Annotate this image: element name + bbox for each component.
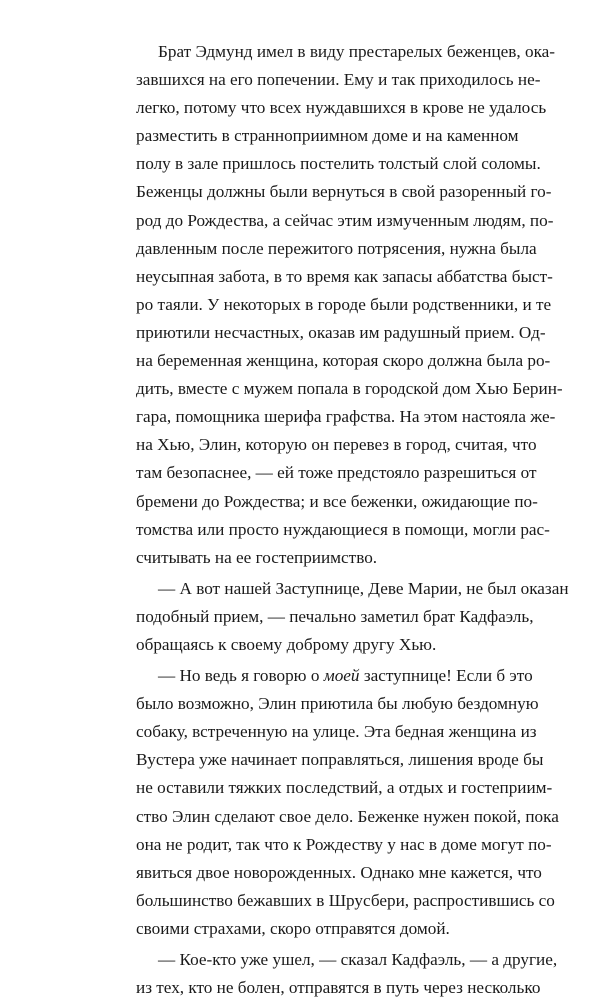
text-line: считывать на ее гостеприимство.	[136, 547, 378, 567]
text-line: неусыпная забота, в то время как запасы аббатства быст-	[136, 266, 553, 286]
text-line: род до Рождества, а сейчас этим измученным людям, по-	[136, 210, 554, 230]
emphasis-text: моей	[323, 666, 360, 686]
text-line: — Но ведь я говорю о моей заступнице! Если б это	[158, 666, 533, 686]
text-line: она не родит, так что к Рождеству у нас в доме могут по-	[136, 834, 552, 854]
text-line: из тех, кто не болен, отправятся в путь через несколько	[136, 978, 541, 998]
text-line: не оставили тяжких последствий, а отдых и гостеприим-	[136, 778, 553, 798]
paragraph	[136, 575, 569, 659]
text-line: было возможно, Элин приютила бы любую бездомную	[136, 694, 539, 714]
text-line: разместить в странноприимном доме и на каменном	[136, 126, 519, 146]
text-line: Беженцы должны были вернуться в свой разоренный го-	[136, 182, 552, 202]
paragraph	[136, 946, 558, 1002]
text-line: на беременная женщина, которая скоро должна была ро-	[136, 351, 551, 371]
text-line: там безопаснее, — ей тоже предстояло разрешиться от	[136, 463, 537, 483]
paragraph	[136, 662, 559, 943]
text-line: явиться двое новорожденных. Однако мне кажется, что	[136, 862, 542, 882]
text-line: бремени до Рождества; и все беженки, ожидающие по-	[136, 491, 538, 511]
paragraph	[136, 38, 563, 572]
text-line: дить, вместе с мужем попала в городской дом Хью Берин-	[136, 379, 563, 399]
text-line: легко, потому что всех нуждавшихся в крове не удалось	[136, 98, 547, 118]
text-line: давленным после пережитого потрясения, нужна была	[136, 238, 537, 258]
text-line: подобный прием, — печально заметил брат Кадфаэль,	[136, 606, 534, 626]
text-line: гара, помощника шерифа графства. На этом настояла же-	[136, 407, 556, 427]
text-line: обращаясь к своему доброму другу Хью.	[136, 634, 437, 654]
text-line: на Хью, Элин, которую он перевез в город, считая, что	[136, 435, 537, 455]
body-text	[136, 38, 569, 1002]
text-line: Брат Эдмунд имел в виду престарелых беженцев, ока-	[158, 42, 556, 61]
text-line: своими страхами, скоро отправятся домой.	[136, 918, 450, 938]
text-line: ство Элин сделают свое дело. Беженке нужен покой, пока	[136, 806, 559, 826]
text-line: большинство бежавших в Шрусбери, распростившись со	[136, 890, 555, 910]
text-line: собаку, встреченную на улице. Эта бедная женщина из	[136, 722, 537, 742]
text-line: Вустера уже начинает поправляться, лишения вроде бы	[136, 750, 544, 770]
text-line: полу в зале пришлось постелить толстый слой соломы.	[136, 154, 541, 174]
text-line: — Кое-кто уже ушел, — сказал Кадфаэль, — а другие,	[158, 950, 558, 969]
text-line: ро таяли. У некоторых в городе были родственники, и те	[136, 294, 552, 314]
text-line: — А вот нашей Заступнице, Деве Марии, не был оказан	[158, 578, 569, 598]
text-line: томства или просто нуждающиеся в помощи, могли рас-	[136, 519, 550, 539]
text-line: приютили несчастных, оказав им радушный прием. Од-	[136, 322, 546, 342]
text-line: завшихся на его попечении. Ему и так приходилось не-	[136, 70, 541, 90]
